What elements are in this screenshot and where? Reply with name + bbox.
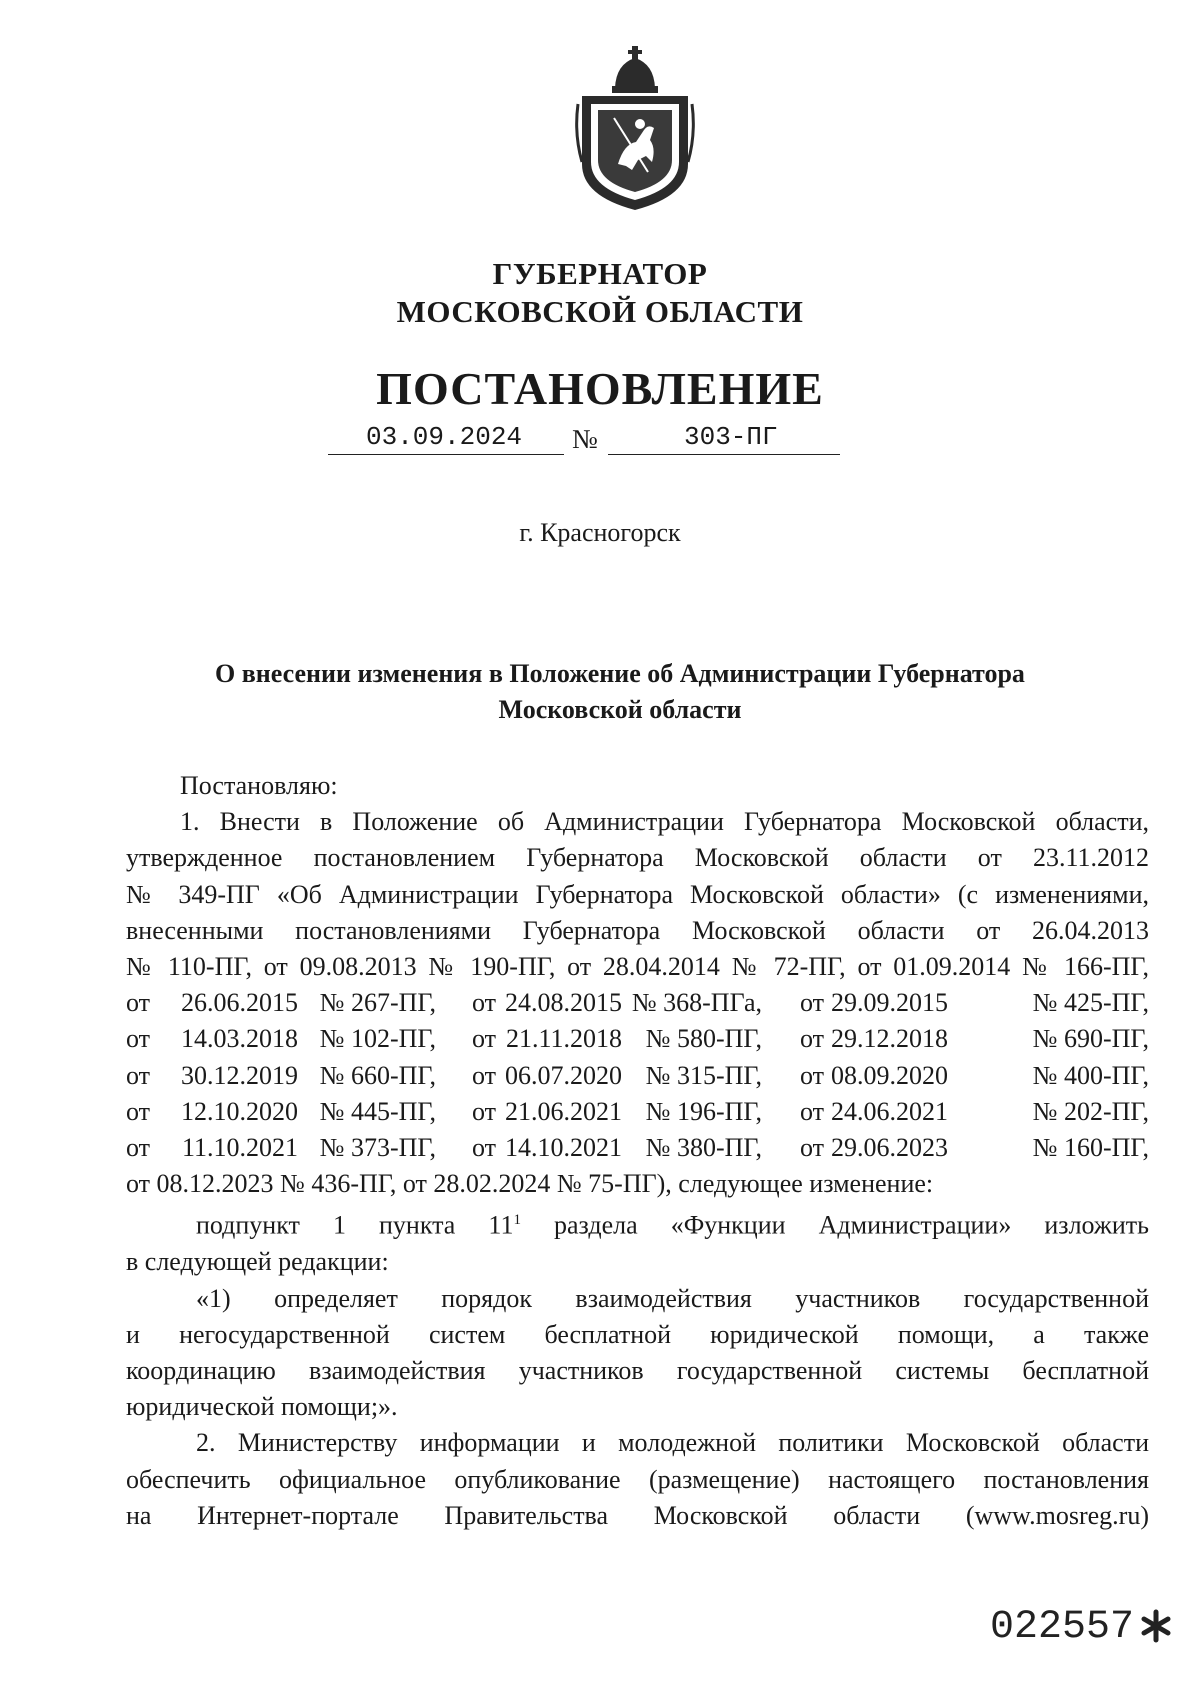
amendment-cell: от [471, 1060, 496, 1090]
amendments-table [126, 985, 1149, 1166]
subpoint-text-post: раздела «Функции Администрации» изложить [520, 1211, 1149, 1241]
decree-title-line1: О внесении изменения в Положение об Администрации Губернатора [215, 659, 1025, 688]
paragraph-1-line5: № 110-ПГ, от 09.08.2013 № 190-ПГ, от 28.04.2014 № 72-ПГ, от 01.09.2014 № 166-ПГ, [126, 952, 1149, 982]
paragraph-2-line3: на Интернет-портале Правительства Московской области (www.mosreg.ru) [126, 1500, 1149, 1530]
amendment-cell: 30.12.2019 [181, 1060, 298, 1090]
amendment-cell: № 580-ПГ, [645, 1024, 762, 1054]
amendment-cell: от [126, 1096, 151, 1126]
amendment-cell: от [126, 1024, 151, 1054]
amendment-cell: № 267-ПГ, [319, 988, 436, 1018]
paragraph-1-line4: внесенными постановлениями Губернатора Московской области от 26.04.2013 [126, 915, 1149, 945]
amendment-cell: 12.10.2020 [181, 1096, 298, 1126]
quote-line1: «1) определяет порядок взаимодействия участников государственной [196, 1283, 1149, 1313]
decree-title-line2: Московской области [498, 695, 742, 724]
amendment-cell: от [799, 1096, 824, 1126]
date-underline [328, 454, 564, 455]
resolve-line: Постановляю: [180, 771, 338, 800]
paragraph-1-line11: от 08.12.2023 № 436-ПГ, от 28.02.2024 № 75-ПГ), следующее изменение: [126, 1169, 934, 1199]
amendment-cell: № 373-ПГ, [319, 1133, 436, 1163]
amendment-cell: № 196-ПГ, [645, 1096, 762, 1126]
amendment-cell: № 400-ПГ, [1032, 1060, 1149, 1090]
amendment-cell: 29.12.2018 [831, 1024, 948, 1054]
subpoint-line1 [126, 1202, 1149, 1244]
amendment-cell: 21.11.2018 [505, 1024, 622, 1054]
amendment-cell: от [471, 1096, 496, 1126]
decree-title [150, 656, 1090, 728]
serial-number: 022557 [990, 1605, 1135, 1650]
paragraph-2-line1: 2. Министерству информации и молодежной политики Московской области [196, 1428, 1149, 1458]
quote-line3: координацию взаимодействия участников государственной системы бесплатной [126, 1355, 1149, 1385]
document-type: ПОСТАНОВЛЕНИЕ [376, 363, 824, 414]
amendment-row [126, 985, 1149, 1021]
amendment-cell: от [471, 1133, 496, 1163]
amendment-cell: № 160-ПГ, [1032, 1133, 1149, 1163]
decree-body [126, 768, 1149, 1534]
place-of-issue: г. Красногорск [519, 518, 681, 547]
amendment-cell: от [126, 1060, 151, 1090]
amendment-cell: № 445-ПГ, [319, 1096, 436, 1126]
coat-of-arms-icon [574, 44, 696, 214]
amendment-cell: № 315-ПГ, [645, 1060, 762, 1090]
decree-date: 03.09.2024 [366, 422, 523, 452]
amendment-cell: от [799, 988, 824, 1018]
amendment-cell: 29.09.2015 [831, 988, 948, 1018]
amendment-cell: 29.06.2023 [831, 1133, 948, 1163]
amendment-cell: № 102-ПГ, [319, 1024, 436, 1054]
amendment-cell: от [126, 988, 151, 1018]
amendment-cell: от [799, 1133, 824, 1163]
amendment-cell: 26.06.2015 [181, 988, 298, 1018]
amendment-cell: от [471, 1024, 496, 1054]
amendment-row [126, 1058, 1149, 1094]
subpoint-superscript: 1 [513, 1212, 521, 1229]
amendment-cell: 24.08.2015 [505, 988, 622, 1018]
issuing-authority-line2: МОСКОВСКОЙ ОБЛАСТИ [396, 294, 804, 329]
paragraph-1-line3: № 349-ПГ «Об Администрации Губернатора Московской области» (с изменениями, [126, 879, 1149, 909]
number-sign: № [572, 424, 598, 454]
paragraph-2-line2: обеспечить официальное опубликование (размещение) настоящего постановления [126, 1464, 1149, 1494]
amendment-cell: 24.06.2021 [831, 1096, 948, 1126]
amendment-cell: 06.07.2020 [505, 1060, 622, 1090]
amendment-cell: № 660-ПГ, [319, 1060, 436, 1090]
amendment-cell: от [799, 1060, 824, 1090]
amendment-cell: № 380-ПГ, [645, 1133, 762, 1163]
quote-line4: юридической помощи;». [126, 1392, 398, 1422]
subpoint-line2: в следующей редакции: [126, 1247, 389, 1277]
amendment-cell: № 202-ПГ, [1032, 1096, 1149, 1126]
number-underline [608, 454, 840, 455]
quote-line2: и негосударственной систем бесплатной юридической помощи, а также [126, 1319, 1149, 1349]
paragraph-1-line1: 1. Внести в Положение об Администрации Губернатора Московской области, [180, 807, 1149, 837]
amendment-cell: от [471, 988, 496, 1018]
paragraph-1-line2: утвержденное постановлением Губернатора Московской области от 23.11.2012 [126, 843, 1149, 873]
asterisk-icon [1138, 1608, 1174, 1644]
amendment-row [126, 1094, 1149, 1130]
amendment-cell: № 368-ПГа, [631, 988, 762, 1018]
decree-number: 303-ПГ [684, 422, 778, 452]
amendment-cell: № 690-ПГ, [1032, 1024, 1149, 1054]
amendment-cell: от [126, 1133, 151, 1163]
amendment-cell: 11.10.2021 [181, 1133, 298, 1163]
amendment-cell: 14.10.2021 [505, 1133, 622, 1163]
subpoint-text-pre: подпункт 1 пункта 11 [196, 1211, 514, 1241]
amendment-row [126, 1130, 1149, 1166]
issuing-authority-line1: ГУБЕРНАТОР [492, 256, 708, 291]
amendment-row [126, 1021, 1149, 1057]
amendment-cell: № 425-ПГ, [1032, 988, 1149, 1018]
amendment-cell: 21.06.2021 [505, 1096, 622, 1126]
amendment-cell: от [799, 1024, 824, 1054]
amendment-cell: 08.09.2020 [831, 1060, 948, 1090]
amendment-cell: 14.03.2018 [181, 1024, 298, 1054]
